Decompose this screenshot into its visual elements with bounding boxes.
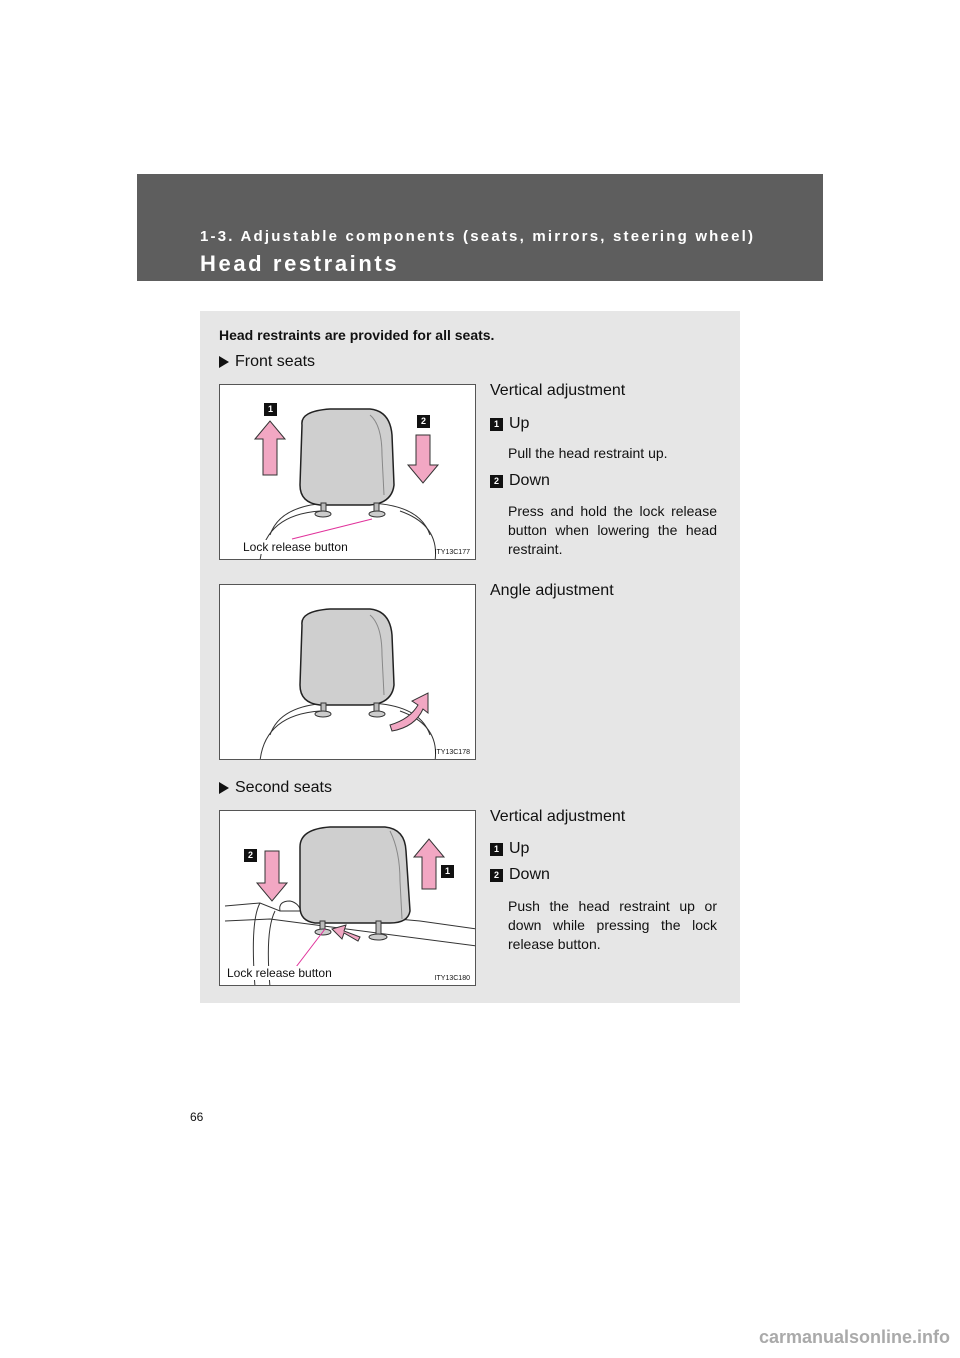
front-up-label: Up (509, 415, 530, 432)
triangle-bullet-icon (219, 782, 229, 794)
page-header (137, 174, 823, 281)
front-vertical-title: Vertical adjustment (490, 382, 626, 399)
figure-code: ITY13C177 (434, 549, 470, 556)
front-seats-label: Front seats (235, 353, 316, 370)
intro-text: Head restraints are provided for all seats. (219, 327, 495, 343)
figure-code: ITY13C178 (434, 749, 470, 756)
front-up-desc: Pull the head restraint up. (508, 445, 668, 461)
step-1-badge: 1 (490, 843, 503, 856)
figure-code: ITY13C180 (434, 975, 470, 982)
second-down-label: Down (509, 866, 550, 883)
headrest-angle-illustration (220, 585, 476, 760)
front-down-label: Down (509, 472, 550, 489)
second-up-label: Up (509, 840, 530, 857)
headrest-vertical-illustration (220, 385, 476, 560)
second-headrest-illustration (220, 811, 476, 986)
front-down-item (490, 472, 550, 490)
section-title: 1-3. Adjustable components (seats, mirrors, steering wheel) (200, 228, 756, 245)
watermark: carmanualsonline.info (758, 1327, 950, 1347)
figure-front-angle (219, 584, 476, 760)
second-seats-label: Second seats (235, 779, 332, 796)
front-seats-heading (219, 353, 315, 371)
second-desc: Push the head restraint up or down while pressing the lock release button. (508, 898, 717, 952)
second-vertical-title: Vertical adjustment (490, 808, 626, 825)
marker-1: 1 (264, 403, 277, 416)
front-up-item (490, 415, 529, 433)
lock-release-label: Lock release button (243, 540, 348, 554)
front-down-desc: Press and hold the lock release button when lowering the head restraint. (508, 503, 717, 557)
step-2-badge: 2 (490, 869, 503, 882)
step-1-badge: 1 (490, 418, 503, 431)
page-title: Head restraints (200, 251, 400, 276)
second-down-item (490, 866, 550, 884)
content-panel (200, 311, 740, 1003)
figure-second-vertical (219, 810, 476, 986)
second-seats-heading (219, 779, 332, 797)
angle-adjustment-title: Angle adjustment (490, 582, 614, 599)
triangle-bullet-icon (219, 356, 229, 368)
page-number: 66 (190, 1110, 204, 1124)
second-up-item (490, 840, 529, 858)
lock-release-label: Lock release button (227, 966, 332, 980)
marker-2: 2 (417, 415, 430, 428)
figure-front-vertical (219, 384, 476, 560)
step-2-badge: 2 (490, 475, 503, 488)
marker-1: 1 (441, 865, 454, 878)
marker-2: 2 (244, 849, 257, 862)
